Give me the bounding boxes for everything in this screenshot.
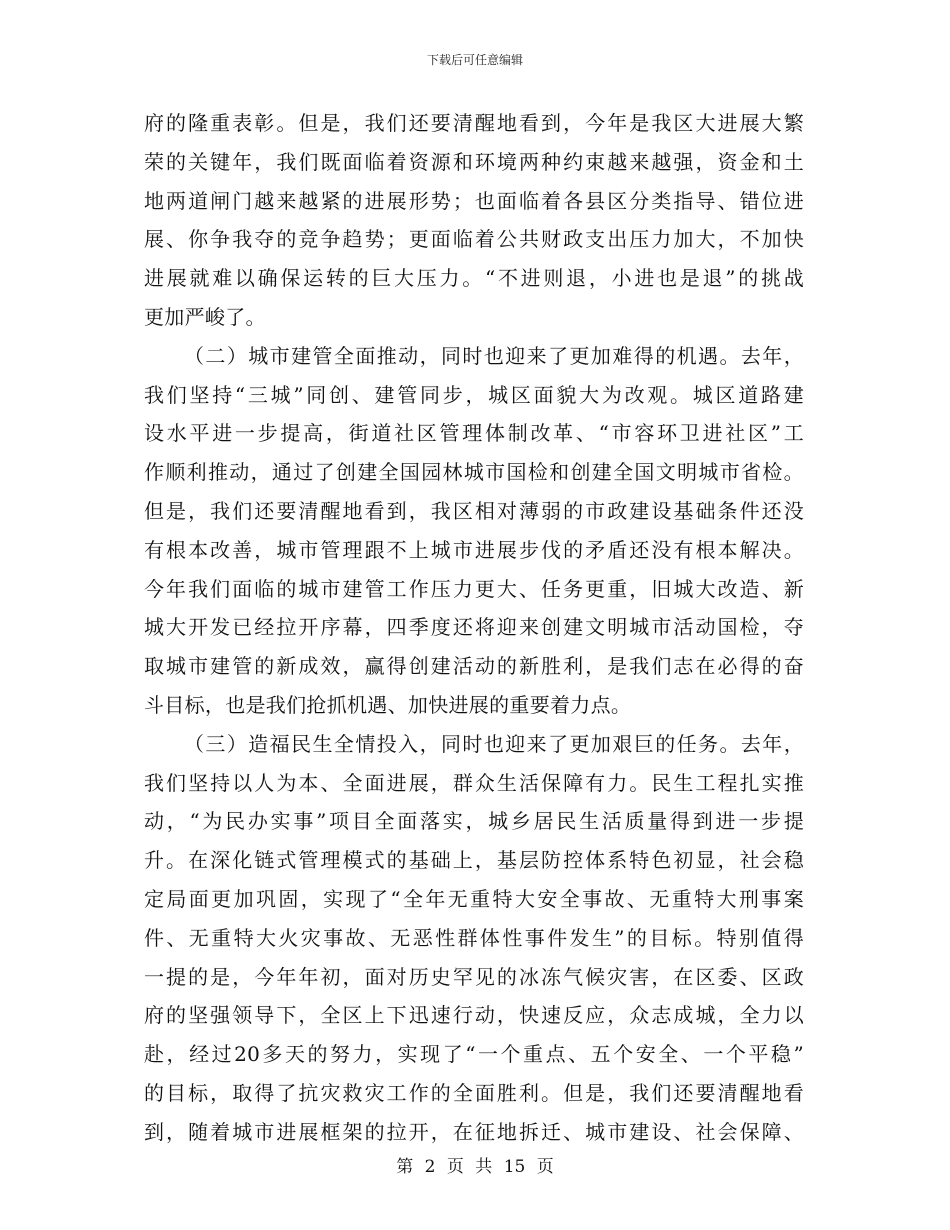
paragraph-start-line: （二）城市建管全面推动，同时也迎来了更加难得的机遇。去年， (184, 343, 804, 368)
header-note: 下载后可任意编辑 (426, 53, 523, 67)
text-line: 我们坚持以人为本、全面进展，群众生活保障有力。民生工程扎实推 (144, 770, 804, 795)
text-line: 荣的关键年，我们既面临着资源和环境两种约束越来越强，资金和土 (144, 149, 804, 174)
text-line: 更加严峻了。 (144, 304, 266, 329)
paragraph-start-line: （三）造福民生全情投入，同时也迎来了更加艰巨的任务。去年， (184, 731, 804, 756)
text-line: 取城市建管的新成效，赢得创建活动的新胜利，是我们志在必得的奋 (144, 654, 804, 679)
text-line: 的目标，取得了抗灾救灾工作的全面胜利。但是，我们还要清醒地看 (144, 1080, 804, 1105)
text-line: 斗目标，也是我们抢抓机遇、加快进展的重要着力点。 (144, 692, 632, 717)
text-line: 府的坚强领导下，全区上下迅速行动，快速反应，众志成城，全力以 (144, 1003, 804, 1028)
text-line: 今年我们面临的城市建管工作压力更大、任务更重，旧城大改造、新 (144, 576, 804, 601)
text-line: 地两道闸门越来越紧的进展形势；也面临着各县区分类指导、错位进 (144, 188, 804, 213)
text-line: 到，随着城市进展框架的拉开，在征地拆迁、城市建设、社会保障、 (144, 1119, 804, 1144)
text-line: 升。在深化链式管理模式的基础上，基层防控体系特色初显，社会稳 (144, 848, 804, 873)
text-line: 展、你争我夺的竞争趋势；更面临着公共财政支出压力加大，不加快 (144, 227, 804, 252)
text-line: 进展就难以确保运转的巨大压力。“不进则退，小进也是退”的挑战 (144, 266, 804, 291)
text-line: 动，“为民办实事”项目全面落实，城乡居民生活质量得到进一步提 (144, 809, 804, 834)
text-line: 有根本改善，城市管理跟不上城市进展步伐的矛盾还没有根本解决。 (144, 537, 804, 562)
page-number: 第 2 页 共 15 页 (396, 1157, 554, 1177)
text-line: 定局面更加巩固，实现了“全年无重特大安全事故、无重特大刑事案 (144, 886, 804, 911)
text-line: 设水平进一步提高，街道社区管理体制改革、“市容环卫进社区”工 (144, 421, 804, 446)
text-line: 府的隆重表彰。但是，我们还要清醒地看到，今年是我区大进展大繁 (144, 111, 804, 135)
text-line: 件、无重特大火灾事故、无恶性群体性事件发生”的目标。特别值得 (144, 925, 804, 950)
text-line: 但是，我们还要清醒地看到，我区相对薄弱的市政建设基础条件还没 (144, 498, 804, 523)
text-line: 我们坚持“三城”同创、建管同步，城区面貌大为改观。城区道路建 (144, 382, 804, 407)
document-body (144, 104, 804, 1152)
text-line: 赴，经过20多天的努力，实现了“一个重点、五个安全、一个平稳” (144, 1042, 804, 1067)
text-line: 一提的是，今年年初，面对历史罕见的冰冻气候灾害，在区委、区政 (144, 964, 804, 989)
text-line: 作顺利推动，通过了创建全国园林城市国检和创建全国文明城市省检。 (144, 460, 804, 485)
text-line: 城大开发已经拉开序幕，四季度还将迎来创建文明城市活动国检，夺 (144, 615, 804, 640)
